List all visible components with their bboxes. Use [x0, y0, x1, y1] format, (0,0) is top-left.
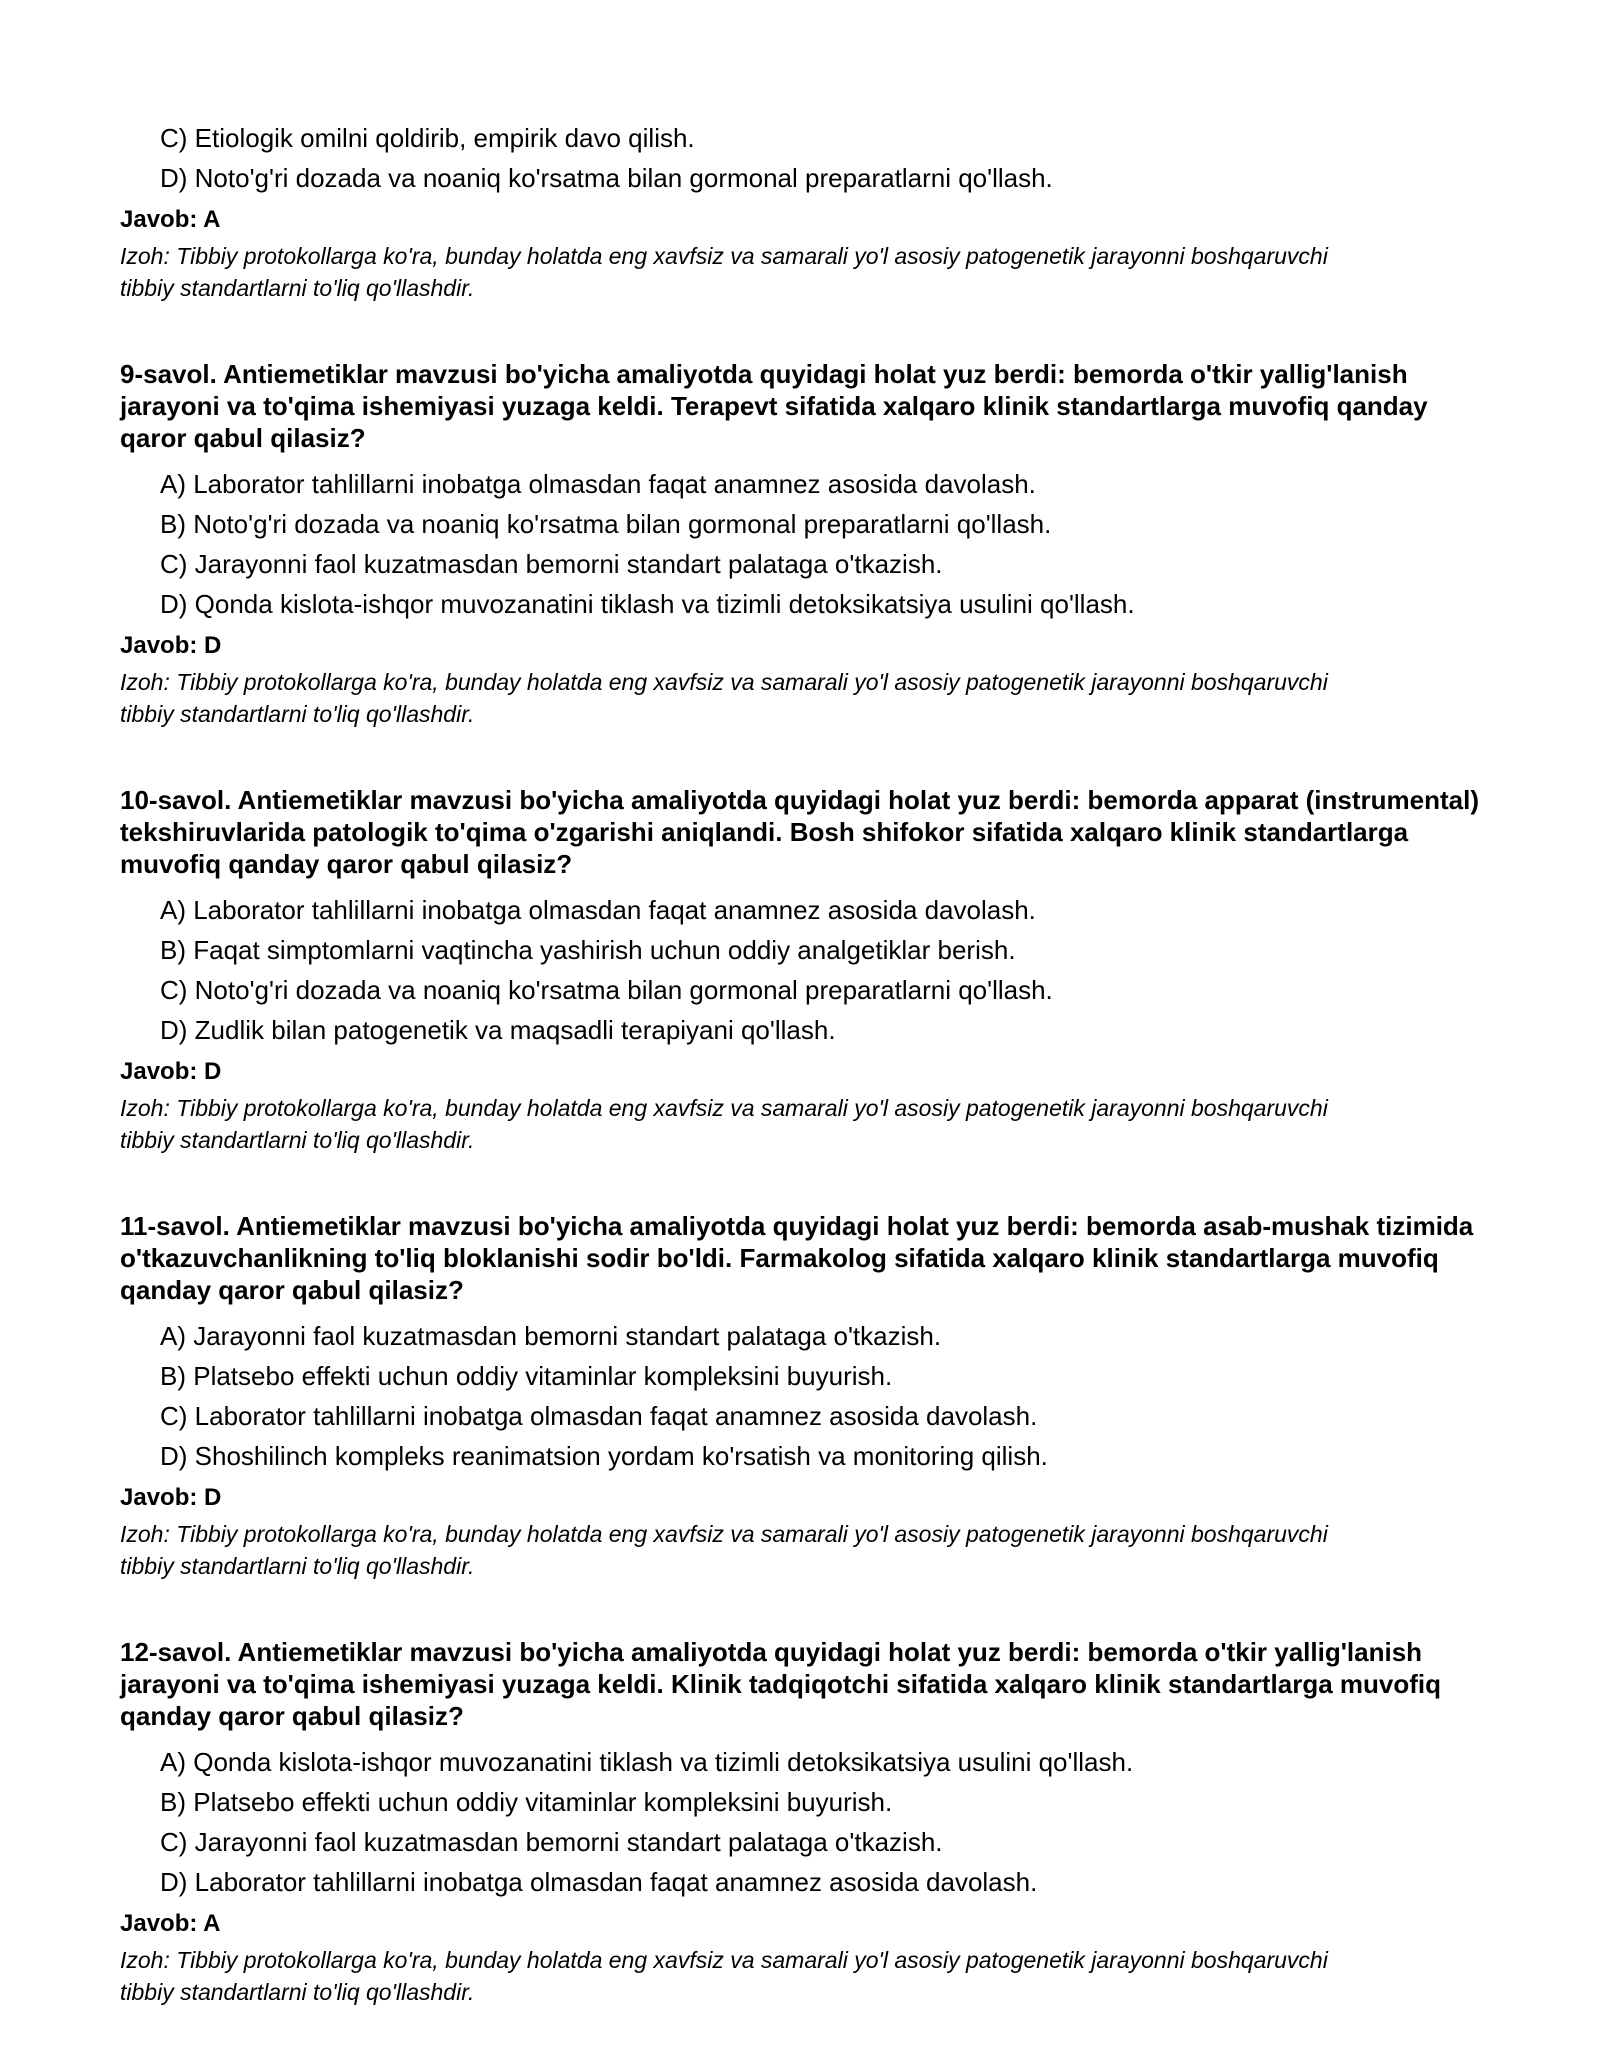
option-a: A) Jarayonni faol kuzatmasdan bemorni standart palataga o'tkazish. — [160, 1321, 942, 1351]
question-10 — [120, 784, 1500, 1156]
question-8-tail — [120, 118, 1500, 304]
option-b: B) Platsebo effekti uchun oddiy vitaminlar kompleksini buyurish. — [160, 1787, 893, 1817]
option-c: C) Noto'g'ri dozada va noaniq ko'rsatma bilan gormonal preparatlarni qo'llash. — [160, 975, 1053, 1005]
option-a: A) Laborator tahlillarni inobatga olmasdan faqat anamnez asosida davolash. — [160, 469, 1036, 499]
explanation-note: Izoh: Tibbiy protokollarga ko'ra, bunday holatda eng xavfsiz va samarali yo'l asosiy patogenetik jarayonni boshqaruvchi tibbiy standartlarni to'liq qo'llashdir. — [120, 1095, 1328, 1153]
answer-label: Javob: D — [120, 632, 222, 659]
answer-label: Javob: D — [120, 1058, 222, 1085]
option-c: C) Etiologik omilni qoldirib, empirik davo qilish. — [160, 123, 695, 153]
explanation-note: Izoh: Tibbiy protokollarga ko'ra, bunday holatda eng xavfsiz va samarali yo'l asosiy patogenetik jarayonni boshqaruvchi tibbiy standartlarni to'liq qo'llashdir. — [120, 1947, 1328, 2005]
question-title: 11-savol. Antiemetiklar mavzusi bo'yicha amaliyotda quyidagi holat yuz berdi: bemorda asab-mushak tizimida o'tkazuvchanlikning to'liq bloklanishi sodir bo'ldi. Farmakolog sifatida xalqaro klinik standartlarga muvofiq qanday qaror qabul qilasiz? — [120, 1211, 1474, 1305]
explanation-note: Izoh: Tibbiy protokollarga ko'ra, bunday holatda eng xavfsiz va samarali yo'l asosiy patogenetik jarayonni boshqaruvchi tibbiy standartlarni to'liq qo'llashdir. — [120, 669, 1328, 727]
option-c: C) Jarayonni faol kuzatmasdan bemorni standart palataga o'tkazish. — [160, 549, 943, 579]
option-b: B) Noto'g'ri dozada va noaniq ko'rsatma bilan gormonal preparatlarni qo'llash. — [160, 509, 1052, 539]
answer-label: Javob: A — [120, 1910, 221, 1937]
option-b: B) Platsebo effekti uchun oddiy vitaminlar kompleksini buyurish. — [160, 1361, 893, 1391]
question-11 — [120, 1210, 1500, 1582]
option-d: D) Qonda kislota-ishqor muvozanatini tiklash va tizimli detoksikatsiya usulini qo'llash. — [160, 589, 1135, 619]
option-c: C) Jarayonni faol kuzatmasdan bemorni standart palataga o'tkazish. — [160, 1827, 943, 1857]
explanation-note: Izoh: Tibbiy protokollarga ko'ra, bunday holatda eng xavfsiz va samarali yo'l asosiy patogenetik jarayonni boshqaruvchi tibbiy standartlarni to'liq qo'llashdir. — [120, 1521, 1328, 1579]
answer-label: Javob: D — [120, 1484, 222, 1511]
question-title: 10-savol. Antiemetiklar mavzusi bo'yicha amaliyotda quyidagi holat yuz berdi: bemorda apparat (instrumental) tekshiruvlarida patologik to'qima o'zgarishi aniqlandi. Bosh shifokor sifatida xalqaro klinik standartlarga muvofiq qanday qaror qabul qilasiz? — [120, 785, 1479, 879]
explanation-note: Izoh: Tibbiy protokollarga ko'ra, bunday holatda eng xavfsiz va samarali yo'l asosiy patogenetik jarayonni boshqaruvchi tibbiy standartlarni to'liq qo'llashdir. — [120, 243, 1328, 301]
question-title: 12-savol. Antiemetiklar mavzusi bo'yicha amaliyotda quyidagi holat yuz berdi: bemorda o'tkir yallig'lanish jarayoni va to'qima ishemiyasi yuzaga keldi. Klinik tadqiqotchi sifatida xalqaro klinik standartlarga muvofiq qanday qaror qabul qilasiz? — [120, 1637, 1441, 1731]
option-d: D) Shoshilinch kompleks reanimatsion yordam ko'rsatish va monitoring qilish. — [160, 1441, 1048, 1471]
document-page — [120, 118, 1500, 2008]
option-c: C) Laborator tahlillarni inobatga olmasdan faqat anamnez asosida davolash. — [160, 1401, 1038, 1431]
answer-label: Javob: A — [120, 206, 221, 233]
option-a: A) Qonda kislota-ishqor muvozanatini tiklash va tizimli detoksikatsiya usulini qo'llash. — [160, 1747, 1134, 1777]
option-d: D) Laborator tahlillarni inobatga olmasdan faqat anamnez asosida davolash. — [160, 1867, 1038, 1897]
question-9 — [120, 358, 1500, 730]
option-a: A) Laborator tahlillarni inobatga olmasdan faqat anamnez asosida davolash. — [160, 895, 1036, 925]
option-b: B) Faqat simptomlarni vaqtincha yashirish uchun oddiy analgetiklar berish. — [160, 935, 1016, 965]
question-12 — [120, 1636, 1500, 2008]
option-d: D) Zudlik bilan patogenetik va maqsadli terapiyani qo'llash. — [160, 1015, 836, 1045]
question-title: 9-savol. Antiemetiklar mavzusi bo'yicha amaliyotda quyidagi holat yuz berdi: bemorda o'tkir yallig'lanish jarayoni va to'qima ishemiyasi yuzaga keldi. Terapevt sifatida xalqaro klinik standartlarga muvofiq qanday qaror qabul qilasiz? — [120, 359, 1428, 453]
option-d: D) Noto'g'ri dozada va noaniq ko'rsatma bilan gormonal preparatlarni qo'llash. — [160, 163, 1053, 193]
